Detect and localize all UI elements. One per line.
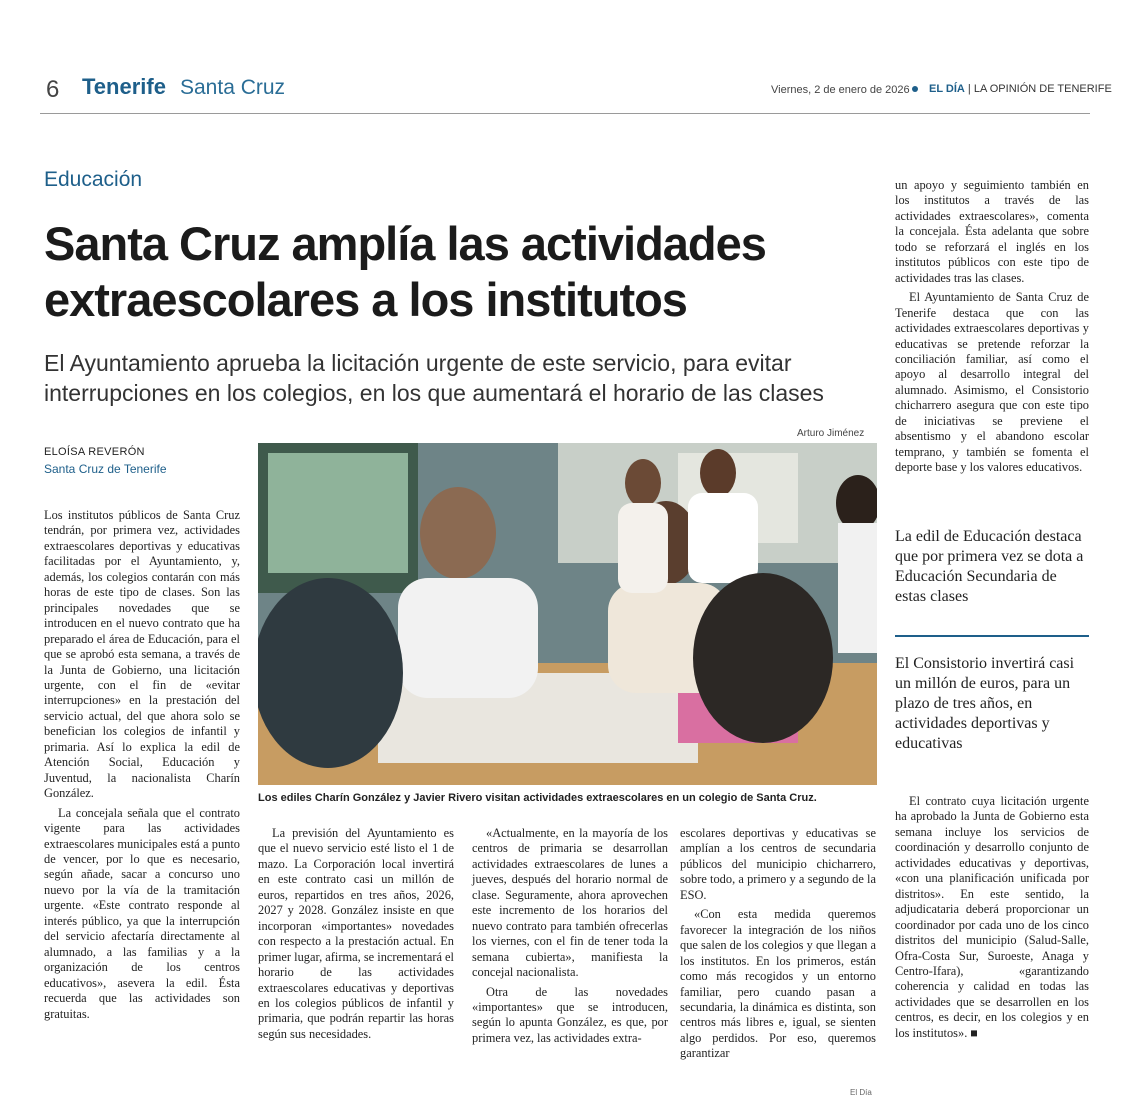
- separator-dot-icon: [912, 86, 918, 92]
- article-column-2: [258, 826, 454, 1042]
- body-paragraph: Los institutos públicos de Santa Cruz tendrán, por primera vez, actividades extraescolares deportivas y educativas facilitadas por el Ayuntamiento, y, además, los colegios contarán con más horas de este tipo de clases. Son las principales novedades que se introducen en el nuevo contrato que ha preparado el área de Educación, para el que se aprobó esta semana, a través de la Junta de Gobierno, una licitación urgente, con el fin de «evitar interrupciones» en la prestación del servicio actual, del que ahora solo se benefician los colegios de infantil y primaria. Así lo explica la edil de Atención Social, Educación y Juventud, la nacionalista Charín González.: [44, 508, 240, 801]
- article-photo: [258, 443, 877, 785]
- article-column-4: [680, 826, 876, 1062]
- page-number: 6: [46, 76, 60, 103]
- pull-quote-rule: [895, 635, 1089, 637]
- author-location: Santa Cruz de Tenerife: [44, 462, 167, 476]
- article-column-5: [895, 178, 1089, 476]
- header-rule: [40, 113, 1090, 114]
- body-paragraph: El Ayuntamiento de Santa Cruz de Tenerife destaca que con las actividades extraescolares deportivas y educativas se pretende reforzar la conciliación familiar, así como el apoyo al desarrollo integral del alumnado. Asimismo, el Consistorio chicharrero asegura que con este tipo de iniciativas se previene el absentismo y el abandono escolar temprano, y también se fomenta el deporte base y los valores educativos.: [895, 290, 1089, 475]
- article-headline: Santa Cruz amplía las actividades extraescolares a los institutos: [44, 217, 766, 326]
- subsection-name: Santa Cruz: [180, 76, 286, 99]
- article-column-3: [472, 826, 668, 1046]
- author-name: ELOÍSA REVERÓN: [44, 446, 145, 458]
- newspaper-name: [929, 83, 1112, 95]
- body-paragraph: un apoyo y seguimiento también en los institutos a través de las actividades extraescolares», comenta la concejala. Ésta adelanta que sobre todo se reforzará el inglés en los institutos públicos con este tipo de actividades tras las clases.: [895, 178, 1089, 285]
- paper-name-rest: | LA OPINIÓN DE TENERIFE: [967, 83, 1112, 95]
- pull-quote-2: El Consistorio invertirá casi un millón de euros, para un plazo de tres años, en actividades deportivas y educativas: [895, 655, 1075, 752]
- pull-quote-1: La edil de Educación destaca que por primera vez se dota a Educación Secundaria de estas clases: [895, 528, 1084, 605]
- section-name: Tenerife: [82, 74, 166, 99]
- body-paragraph: «Actualmente, en la mayoría de los centros de primaria se desarrollan actividades extraescolares de lunes a jueves, después del horario normal de clase. Seguramente, ahora aprovechen este incremento de los horarios del nuevo contrato para también ofrecerlas los viernes, con el fin de tener toda la semana cubierta», manifiesta la concejal nacionalista.: [472, 826, 668, 980]
- article-kicker: Educación: [44, 168, 143, 191]
- body-paragraph: La previsión del Ayuntamiento es que el nuevo servicio esté listo el 1 de mazo. La Corporación local invertirá en este contrato casi un millón de euros, repartidos en tres años, 2026, 2027 y 2028. González insiste en que incorporan «importantes» novedades con respecto a la prestación actual. En primer lugar, afirma, se incrementará el horario de las actividades extraescolares educativas y deportivas en los colegios públicos de infantil y primaria, que podrán repartir las horas según sus necesidades.: [258, 826, 454, 1041]
- article-deck: El Ayuntamiento aprueba la licitación urgente de este servicio, para evitar interrupciones en los colegios, en los que aumentará el horario de las clases: [44, 350, 824, 406]
- footer-mark: El Día: [850, 1088, 872, 1097]
- photo-caption: Los ediles Charín González y Javier Rivero visitan actividades extraescolares en un colegio de Santa Cruz.: [258, 792, 817, 804]
- paper-name-bold: EL DÍA: [929, 83, 965, 95]
- article-column-1: [44, 508, 240, 1022]
- photo-credit: Arturo Jiménez: [797, 428, 865, 439]
- body-paragraph: Otra de las novedades «importantes» que se introducen, según lo apunta González, es que, por primera vez, las actividades extra-: [472, 984, 668, 1045]
- body-paragraph: El contrato cuya licitación urgente ha aprobado la Junta de Gobierno esta semana incluye los servicios de coordinación y desarrollo conjunto de actividades educativas y deportivas, «con una planificación unificada por distritos». En este sentido, la adjudicataria deberá proporcionar un coordinador por cada uno de los cinco distritos del municipio (Salud-Salle, Ofra-Costa Sur, Suroeste, Anaga y Centro-Ifara), «garantizando coherencia y calidad en todas las actividades que se desarrollen en los centros, es decir, en los colegios y en los institutos». ■: [895, 794, 1089, 1040]
- issue-date: Viernes, 2 de enero de 2026: [771, 84, 910, 96]
- body-paragraph: escolares deportivas y educativas se amplían a los centros de secundaria públicos del municipio chicharrero, sobre todo, a primero y a segundo de la ESO.: [680, 826, 876, 902]
- classroom-photo-illustration: [258, 443, 877, 785]
- article-column-6: [895, 794, 1089, 1041]
- body-paragraph: «Con esta medida queremos favorecer la integración de los niños que salen de los colegios y que llegan a los institutos. En los primeros, están como más recogidos y un entorno familiar, pero cuando pasan a secundaria, la dinámica es distinta, son centros más libres e, igual, se sienten algo perdidos. Por eso, queremos garantizar: [680, 907, 876, 1061]
- body-paragraph: La concejala señala que el contrato vigente para las actividades extraescolares municipales está a punto de vencer, por lo que es necesario, según añade, sacar a concurso uno nuevo por la vía de la tramitación urgente. «Este contrato responde al interés público, ya que la interrupción del servicio afectaría directamente al alumnado, a las familias y a la organización de los centros educativos», asevera la edil. Ésta recuerda que las actividades son gratuitas.: [44, 805, 240, 1021]
